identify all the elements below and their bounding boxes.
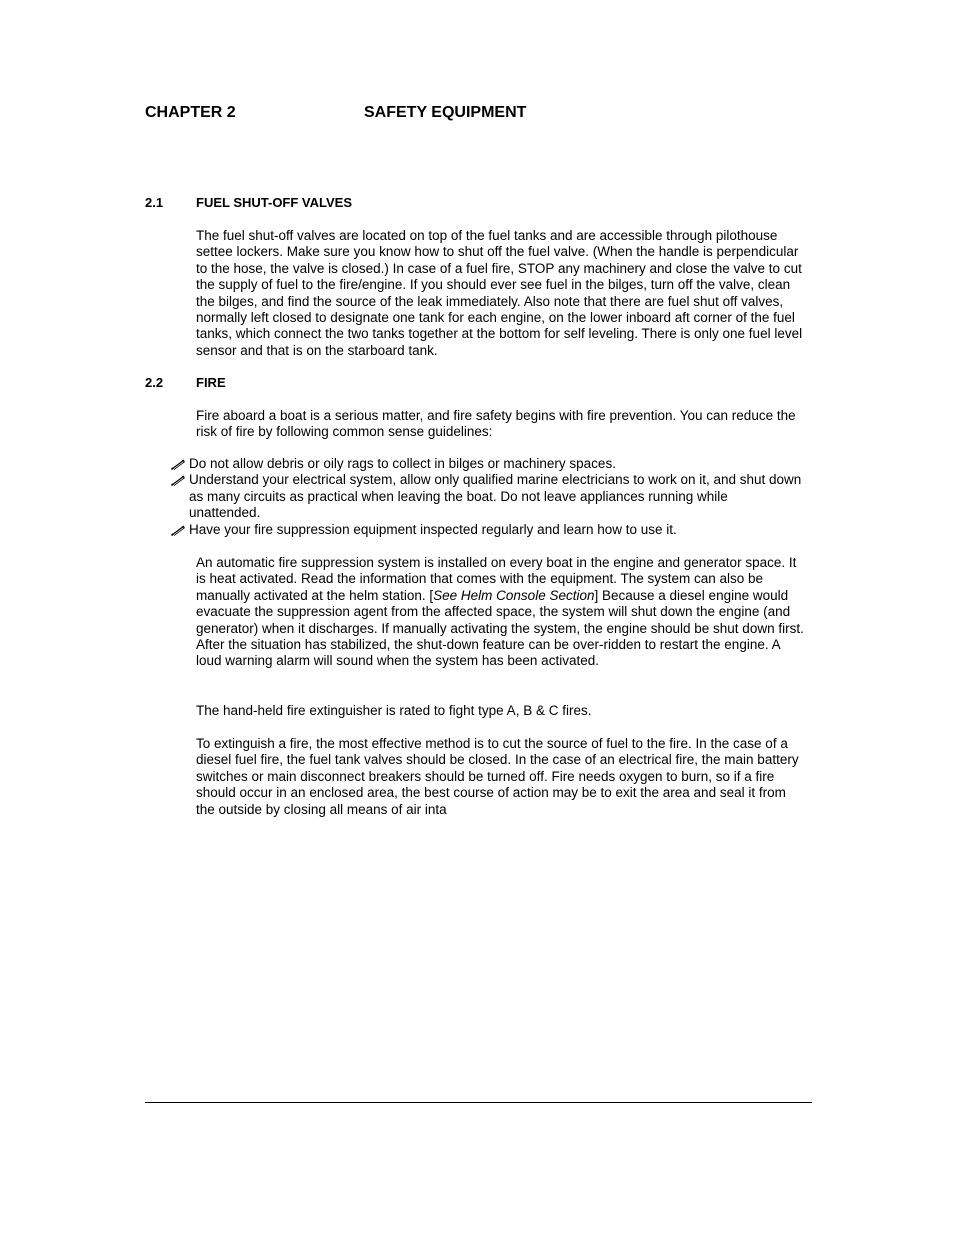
auto-suppression-paragraph (196, 555, 808, 670)
bullet-text: Have your fire suppression equipment inspected regularly and learn how to use it. (189, 521, 677, 537)
list-item (170, 456, 802, 472)
extinguisher-rating-paragraph: The hand-held fire extinguisher is rated to fight type A, B & C fires. (196, 703, 592, 718)
fire-intro-paragraph: Fire aboard a boat is a serious matter, and fire safety begins with fire prevention. You can reduce the risk of fire by following common sense guidelines: (196, 408, 796, 440)
auto-suppression-text-before: An automatic fire suppression system is installed on every boat in the engine and generator space. It is heat activated. Read the information that comes with the equipment. The system can also be manually activated at the helm station. [ (196, 555, 797, 603)
section-number-2-1: 2.1 (145, 195, 164, 210)
section-number-2-2: 2.2 (145, 375, 164, 390)
auto-suppression-text-after: ] Because a diesel engine would evacuate the suppression agent from the affected space, the system will shut down the engine (and generator) when it discharges. If manually activating the system, the engine should be shut down first. After the situation has stabilized, the shut-down feature can be over-ridden to restart the engine. A loud warning alarm will sound when the system has been activated. (196, 587, 804, 669)
footer-divider (145, 1102, 812, 1103)
bullet-text: Understand your electrical system, allow only qualified marine electricians to work on it, and shut down as many circuits as practical when leaving the boat. Do not leave appliances running while unattended. (189, 472, 802, 521)
list-item (170, 522, 802, 538)
list-item (170, 472, 802, 521)
pencil-icon (170, 456, 189, 472)
bullet-text: Do not allow debris or oily rags to collect in bilges or machinery spaces. (189, 456, 616, 471)
chapter-number: CHAPTER 2 (145, 104, 236, 121)
section-title-fuel-shutoff: FUEL SHUT-OFF VALVES (196, 195, 353, 210)
chapter-title: SAFETY EQUIPMENT (364, 104, 527, 121)
fuel-valves-paragraph: The fuel shut-off valves are located on top of the fuel tanks and are accessible through pilothouse settee lockers. Make sure you know how to shut off the fuel valve. (When the handle is perpendicular to the hose, the valve is closed.) In case of a fuel fire, STOP any machinery and close the valve to cut the supply of fuel to the fire/engine. If you should ever see fuel in the bilges, turn off the valve, clean the bilges, and find the source of the leak immediately. Also note that there are fuel shut off valves, normally left closed to designate one tank for each engine, on the lower inboard aft corner of the fuel tanks, which connect the two tanks together at the bottom for self leveling. There is only one fuel level sensor and that is on the starboard tank. (196, 228, 803, 358)
fire-prevention-list (170, 456, 802, 538)
pencil-icon (170, 522, 189, 538)
extinguish-method-paragraph: To extinguish a fire, the most effective method is to cut the source of fuel to the fire. In the case of a diesel fuel fire, the fuel tank valves should be closed. In the case of an electrical fire, the main battery switches or main disconnect breakers should be turned off. Fire needs oxygen to burn, so if a fire should occur in an enclosed area, the best course of action may be to exit the area and seal it from the outside by closing all means of air inta (196, 736, 799, 817)
helm-console-reference: See Helm Console Section (433, 587, 595, 603)
pencil-icon (170, 472, 189, 488)
section-title-fire: FIRE (196, 375, 226, 390)
